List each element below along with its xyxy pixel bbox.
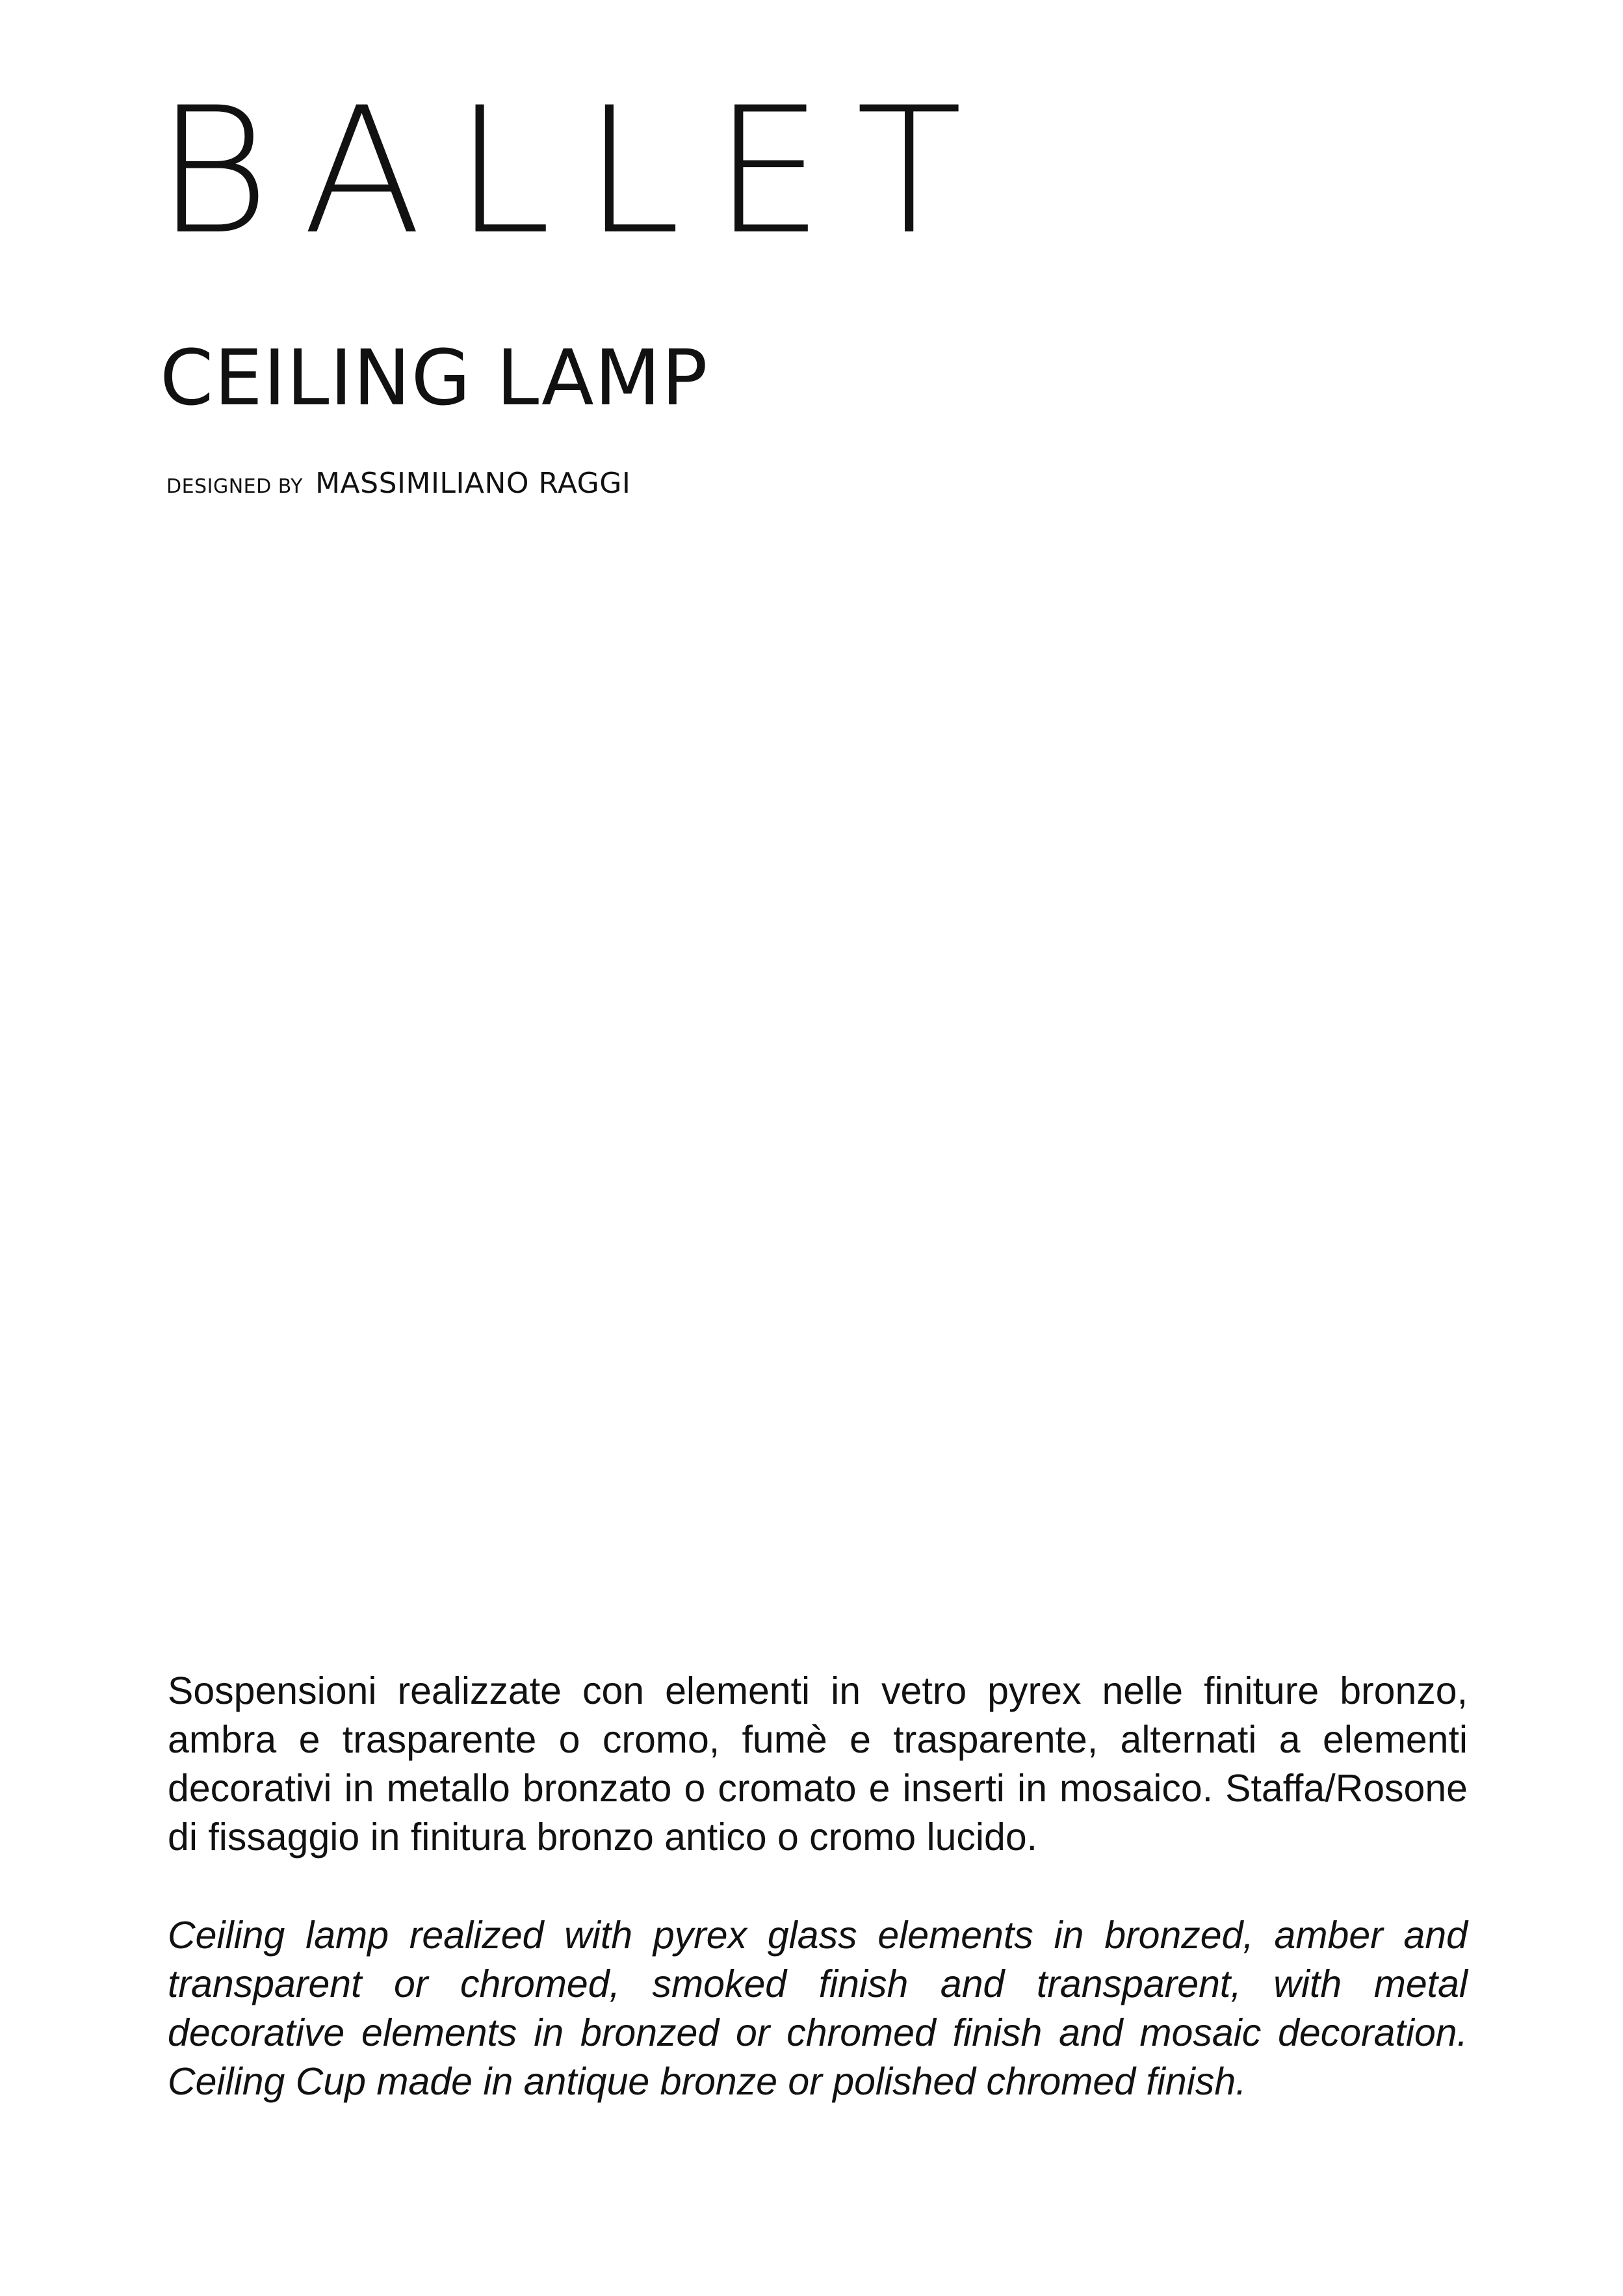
- description-italian: Sospensioni realizzate con elementi in vetro pyrex nelle finiture bronzo, ambra e trasparente o cromo, fumè e trasparente, alternati a elementi decorativi in metallo bronzato o cromato e inserti in mosaico. Staffa/Rosone di fissaggio in finitura bronzo antico o cromo lucido.: [168, 1669, 1468, 1859]
- product-type: CEILING LAMP: [160, 333, 708, 423]
- designer-credit: [166, 467, 630, 500]
- product-title: BALLET: [156, 70, 995, 273]
- designed-by-label: DESIGNED BY: [166, 475, 303, 498]
- description-english: Ceiling lamp realized with pyrex glass elements in bronzed, amber and transparent or chromed, smoked finish and transparent, with metal decorative elements in bronzed or chromed finish and mosaic decoration. Ceiling Cup made in antique bronze or polished chromed finish.: [168, 1914, 1468, 2103]
- designer-name: MASSIMILIANO RAGGI: [315, 467, 631, 500]
